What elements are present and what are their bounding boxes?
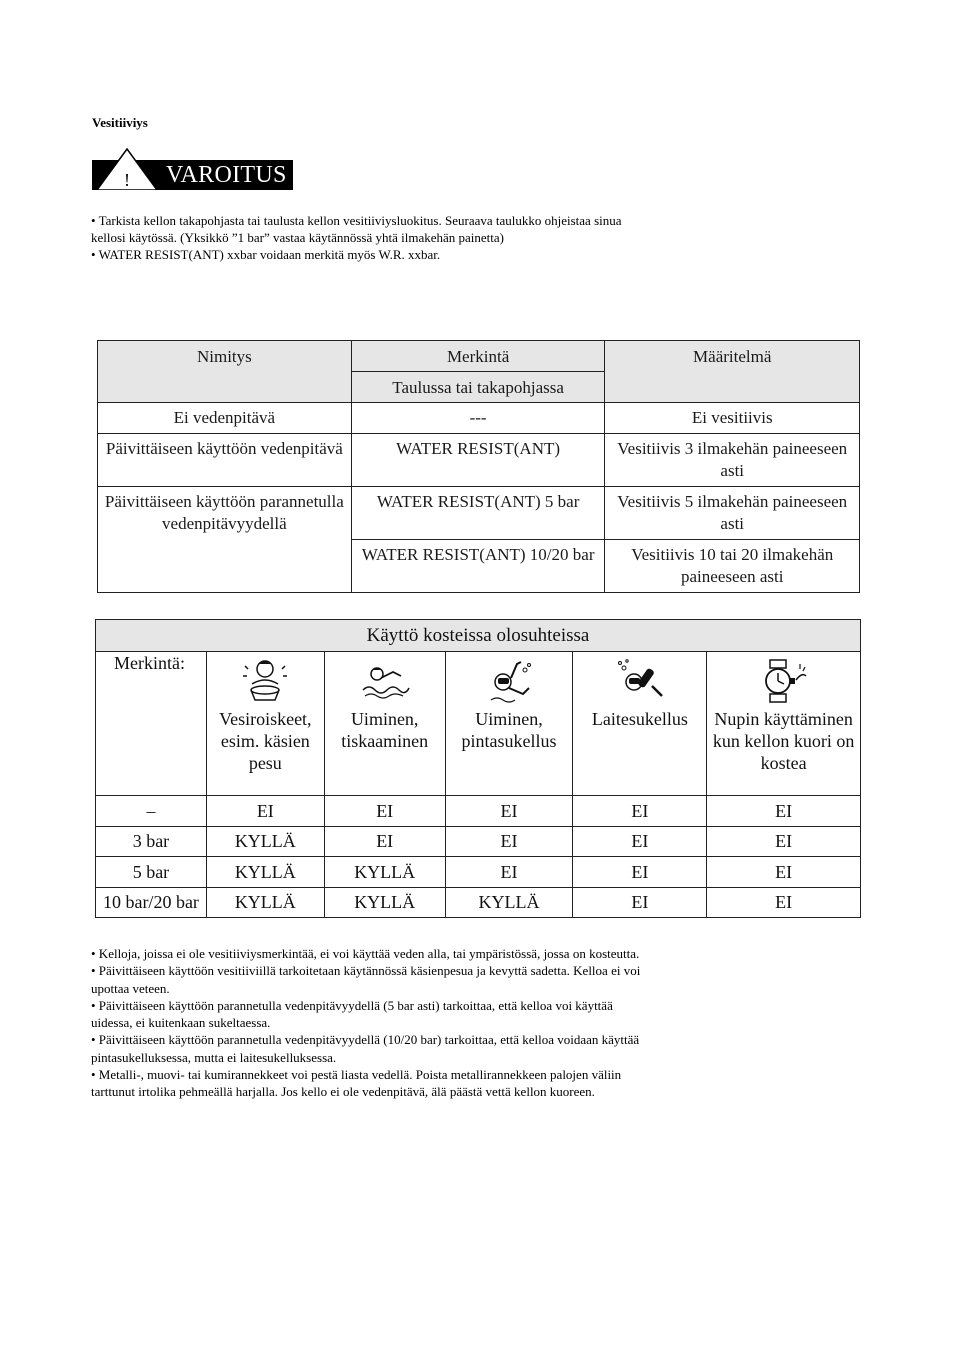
cell-value: EI — [707, 887, 861, 918]
water-resistance-table — [97, 340, 860, 593]
note-item: • Päivittäiseen käyttöön parannetulla vedenpitävyydellä (10/20 bar) tarkoittaa, että kelloa voidaan käyttää pintasukelluksessa, mutta ei laitesukelluksessa. — [91, 1032, 640, 1065]
intro-paragraph: • WATER RESIST(ANT) xxbar voidaan merkitä myös W.R. xxbar. — [91, 247, 441, 262]
warning-triangle-icon — [96, 148, 158, 190]
table-title: Käyttö kosteissa olosuhteissa — [96, 620, 861, 652]
table-row — [98, 434, 860, 487]
warning-label: VAROITUS — [166, 162, 287, 188]
cell-value: KYLLÄ — [324, 857, 445, 888]
cell-definition: Vesitiivis 5 ilmakehän paineeseen asti — [605, 487, 860, 540]
cell-value: EI — [445, 857, 573, 888]
note-item: • Metalli-, muovi- tai kumirannekkeet voi pestä liasta vedellä. Poista metallirannekkeen palojen väliin tarttunut irtolika pehmeällä harjalla. Jos kello ei ole vedenpitävä, älä päästä vettä kellon kuoreen. — [91, 1067, 622, 1100]
hand-washing-icon — [239, 656, 291, 706]
cell-value: EI — [445, 796, 573, 827]
cell-value: EI — [324, 826, 445, 857]
warning-banner — [92, 148, 293, 190]
row-marking: 3 bar — [96, 826, 207, 857]
table-row — [96, 826, 861, 857]
cell-value: EI — [573, 887, 707, 918]
cell-value: EI — [573, 857, 707, 888]
row-marking: 10 bar/20 bar — [96, 887, 207, 918]
scuba-diving-icon — [614, 656, 666, 706]
row-marking: 5 bar — [96, 857, 207, 888]
cell-definition: Vesitiivis 3 ilmakehän paineeseen asti — [605, 434, 860, 487]
cell-definition: Vesitiivis 10 tai 20 ilmakehän paineeseen asti — [605, 540, 860, 593]
intro-paragraph: • Tarkista kellon takapohjasta tai taulusta kellon vesitiiviysluokitus. Seuraava taulukko ohjeistaa sinua kellosi käytössä. (Yksikkö ”1 bar” vastaa käytännössä yhtä ilmakehän painetta) — [91, 213, 622, 245]
cell-value: EI — [324, 796, 445, 827]
cell-name: Päivittäiseen käyttöön vedenpitävä — [98, 434, 352, 487]
table-row — [96, 887, 861, 918]
table-row — [98, 403, 860, 434]
cell-name: Päivittäiseen käyttöön parannetulla vedenpitävyydellä — [98, 487, 352, 593]
header-definition: Määritelmä — [605, 341, 860, 403]
section-heading: Vesitiiviys — [92, 115, 148, 130]
header-marking-sub: Taulussa tai takapohjassa — [351, 372, 605, 403]
cell-value: EI — [206, 796, 324, 827]
cell-value: KYLLÄ — [206, 887, 324, 918]
column-header — [324, 652, 445, 796]
header-name: Nimitys — [98, 341, 352, 403]
cell-value: KYLLÄ — [324, 887, 445, 918]
note-item: • Päivittäiseen käyttöön parannetulla vedenpitävyydellä (5 bar asti) tarkoittaa, että kelloa voi käyttää uidessa, ei kuitenkaan sukeltaessa. — [91, 997, 613, 1031]
marking-label: Merkintä: — [96, 652, 207, 796]
table-row — [96, 796, 861, 827]
column-label: Uiminen, tiskaaminen — [341, 709, 429, 751]
table-row — [98, 487, 860, 540]
cell-marking: --- — [351, 403, 605, 434]
note-item: • Päivittäiseen käyttöön vesitiiviillä tarkoitetaan käytännössä käsienpesua ja kevyttä sadetta. Kelloa ei voi upottaa veteen. — [91, 963, 641, 996]
wet-conditions-table — [95, 619, 861, 918]
column-label: Laitesukellus — [591, 709, 688, 729]
column-label: Vesiroiskeet, esim. käsien pesu — [219, 709, 312, 773]
cell-value: KYLLÄ — [206, 826, 324, 857]
cell-value: EI — [707, 826, 861, 857]
cell-marking: WATER RESIST(ANT) 5 bar — [351, 487, 605, 540]
cell-value: EI — [707, 796, 861, 827]
cell-name: Ei vedenpitävä — [98, 403, 352, 434]
column-label: Uiminen, pintasukellus — [461, 709, 557, 751]
cell-value: EI — [573, 796, 707, 827]
cell-value: EI — [573, 826, 707, 857]
cell-marking: WATER RESIST(ANT) 10/20 bar — [351, 540, 605, 593]
intro-text — [91, 212, 631, 263]
column-header — [707, 652, 861, 796]
cell-definition: Ei vesitiivis — [605, 403, 860, 434]
cell-value: EI — [707, 857, 861, 888]
cell-value: KYLLÄ — [445, 887, 573, 918]
swimming-icon — [359, 656, 411, 706]
row-marking: – — [96, 796, 207, 827]
snorkeling-icon — [483, 656, 535, 706]
header-marking: Merkintä — [351, 341, 605, 372]
wet-watch-crown-icon — [758, 656, 810, 706]
cell-value: KYLLÄ — [206, 857, 324, 888]
warning-mark: ! — [124, 170, 130, 190]
note-item: • Kelloja, joissa ei ole vesitiiviysmerkintää, ei voi käyttää veden alla, tai ympäristössä, jossa on kosteutta. — [91, 946, 640, 961]
notes-list — [91, 945, 651, 1101]
column-header — [573, 652, 707, 796]
column-header — [445, 652, 573, 796]
column-header — [206, 652, 324, 796]
cell-value: EI — [445, 826, 573, 857]
cell-marking: WATER RESIST(ANT) — [351, 434, 605, 487]
column-label: Nupin käyttäminen kun kellon kuori on kostea — [712, 709, 855, 773]
table-row — [96, 857, 861, 888]
